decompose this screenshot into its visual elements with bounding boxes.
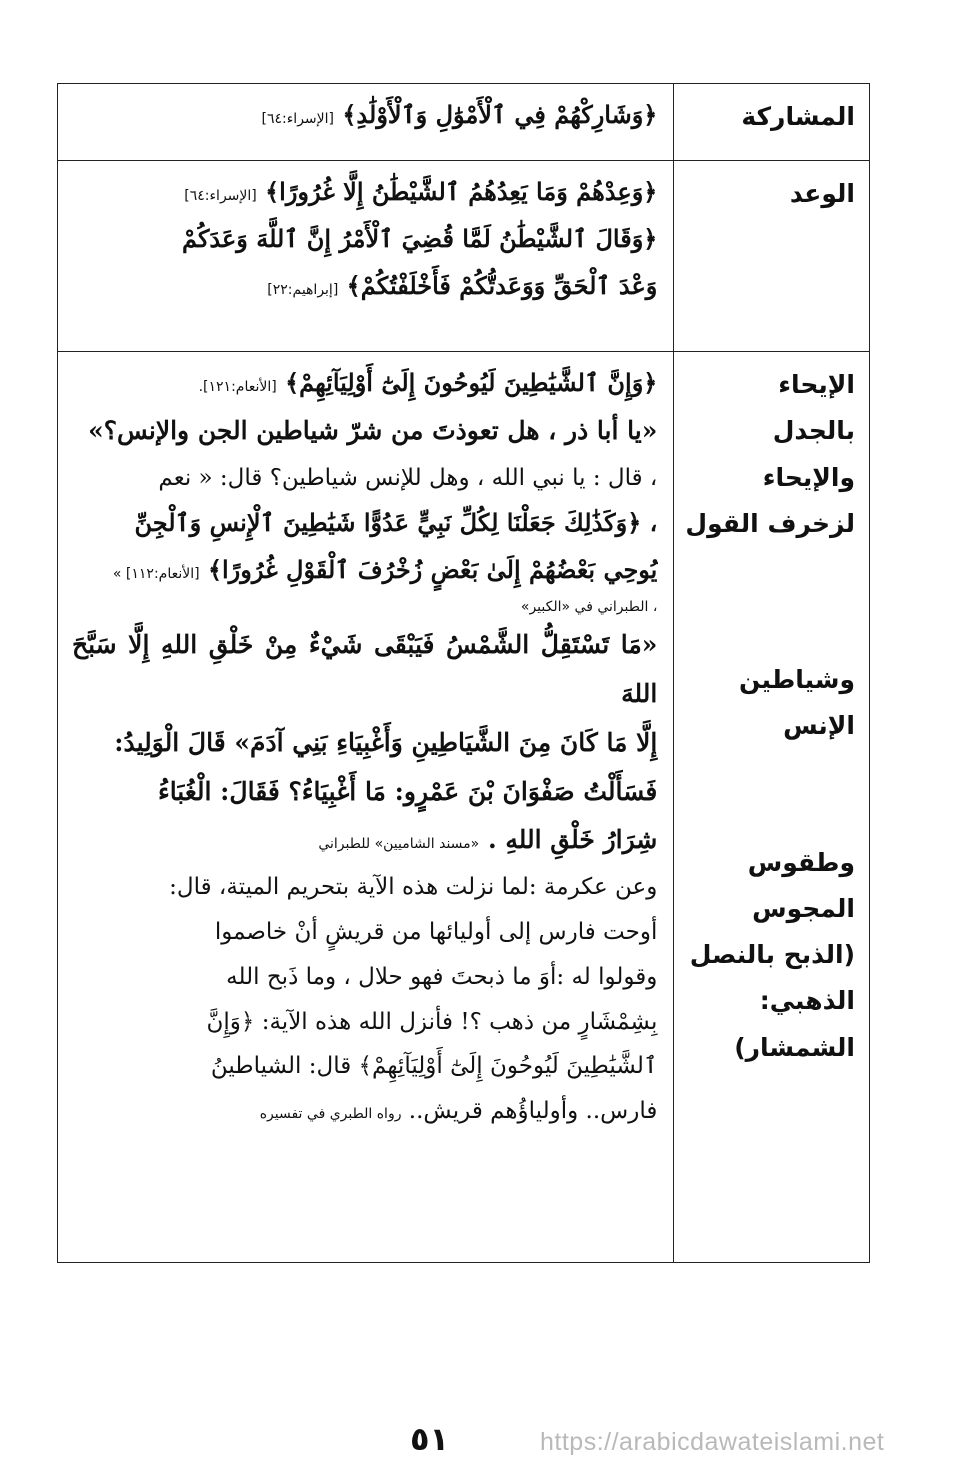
watermark-url: https://arabicdawateislami.net — [540, 1428, 885, 1456]
topic-label: الشمشار) — [734, 1032, 855, 1062]
verse-line: يُوحِي بَعْضُهُمْ إِلَىٰ بَعْضٍ زُخْرُفَ ٱلْقَوْلِ غُرُورًا﴾ [الأنعام:١١٢] » — [112, 555, 658, 585]
hadith-line: «يا أبا ذر ، هل تعوذتَ من شرّ شياطين الجن والإنس؟» — [88, 415, 658, 445]
hadith-line: إِلَّا مَا كَانَ مِنَ الشَّيَاطِينِ وَأَغْبِيَاءِ بَنِي آدَمَ» قَالَ الْوَلِيدُ: — [114, 727, 658, 757]
text-line: أوحت فارس إلى أوليائها من قريشٍ أنْ خاصموا — [214, 918, 658, 945]
source-reference: رواه الطبري في تفسيره — [259, 1106, 402, 1123]
topic-label-cell — [674, 352, 870, 1263]
verse-line: ﴿وَقَالَ ٱلشَّيْطَٰنُ لَمَّا قُضِيَ ٱلْأَمْرُ إِنَّ ٱللَّهَ وَعَدَكُمْ — [181, 223, 658, 253]
content-table — [57, 83, 870, 1263]
verse-reference: [الإسراء:٦٤] — [184, 188, 257, 204]
hadith-line: شِرَارُ خَلْقِ اللهِ . «مسند الشاميين» للطبراني — [318, 825, 658, 855]
topic-label: الإنس — [783, 711, 855, 741]
topic-label: لزخرف القول — [685, 508, 855, 538]
topic-label: الذهبي: — [759, 986, 855, 1016]
verse-line: وَعْدَ ٱلْحَقِّ وَوَعَدتُّكُمْ فَأَخْلَفْتُكُمْ﴾ [إبراهيم:٢٢] — [267, 270, 658, 300]
hadith-line: فَسَأَلْتُ صَفْوَانَ بْنَ عَمْرٍو: مَا أَغْبِيَاءُ؟ فَقَالَ: الْغُبَاءُ — [157, 776, 658, 806]
verse-line: ، ﴿وَكَذَٰلِكَ جَعَلْنَا لِكُلِّ نَبِيٍّ عَدُوًّا شَيَٰطِينَ ٱلْإِنسِ وَٱلْجِنِّ — [134, 508, 658, 538]
verse-line: ﴿وَشَارِكْهُمْ فِي ٱلْأَمْوَٰلِ وَٱلْأَوْلَٰدِ﴾ [الإسراء:٦٤] — [261, 100, 658, 129]
source-note: ، الطبراني في «الكبير» — [520, 598, 658, 615]
text-line: ٱلشَّيَٰطِينَ لَيُوحُونَ إِلَىٰٓ أَوْلِيَآئِهِمْ﴾ قال: الشياطينُ — [210, 1053, 658, 1080]
verse-line: ﴿وَإِنَّ ٱلشَّيَٰطِينَ لَيُوحُونَ إِلَىٰٓ أَوْلِيَآئِهِمْ﴾ [الأنعام:١٢١]. — [198, 368, 658, 397]
text-line: فارس.. وأولياؤُهم قريش.. رواه الطبري في تفسيره — [259, 1098, 658, 1125]
text-line: وقولوا له :أوَ ما ذبحتَ فهو حلال ، وما ذَبح الله — [226, 963, 658, 990]
topic-label: وشياطين — [739, 665, 855, 694]
topic-content-cell — [58, 161, 674, 352]
page-number: ٥١ — [410, 1420, 450, 1458]
table-row — [58, 352, 870, 1263]
topic-label: والإيحاء — [762, 462, 855, 492]
text-line: ، قال : يا نبي الله ، وهل للإنس شياطين؟ قال: « نعم — [158, 464, 658, 491]
topic-label: وطقوس — [747, 847, 855, 877]
verse-reference: [الإسراء:٦٤] — [261, 111, 334, 127]
topic-label: الوعد — [789, 179, 855, 208]
text-line: بِشِمْشَارٍ من ذهب ؟! فأنزل الله هذه الآية: ﴿وَإِنَّ — [206, 1008, 658, 1035]
topic-content-cell — [58, 84, 674, 161]
text-line: وعن عكرمة :لما نزلت هذه الآية بتحريم الميتة، قال: — [169, 874, 658, 901]
source-reference: «مسند الشاميين» للطبراني — [318, 836, 480, 853]
topic-label: (الذبح بالنصل — [689, 940, 855, 969]
topic-label: بالجدل — [772, 416, 855, 446]
topic-label-cell — [674, 161, 870, 352]
table-row — [58, 161, 870, 352]
topic-label: الإيحاء — [778, 370, 855, 399]
topic-label-cell — [674, 84, 870, 161]
verse-line: ﴿وَعِدْهُمْ وَمَا يَعِدُهُمُ ٱلشَّيْطَٰنُ إِلَّا غُرُورًا﴾ [الإسراء:٦٤] — [184, 177, 658, 206]
topic-label: المشاركة — [741, 102, 855, 131]
table-row — [58, 84, 870, 161]
topic-content-cell — [58, 352, 674, 1263]
verse-reference: [الأنعام:١١٢] » — [112, 566, 200, 583]
hadith-line: «مَا تَسْتَقِلُّ الشَّمْسُ فَيَبْقَى شَيْءٌ مِنْ خَلْقِ اللهِ إِلَّا سَبَّحَ اللهَ — [72, 630, 658, 709]
verse-reference: [الأنعام:١٢١]. — [198, 379, 277, 395]
topic-label: المجوس — [752, 893, 855, 923]
verse-reference: [إبراهيم:٢٢] — [267, 281, 339, 298]
